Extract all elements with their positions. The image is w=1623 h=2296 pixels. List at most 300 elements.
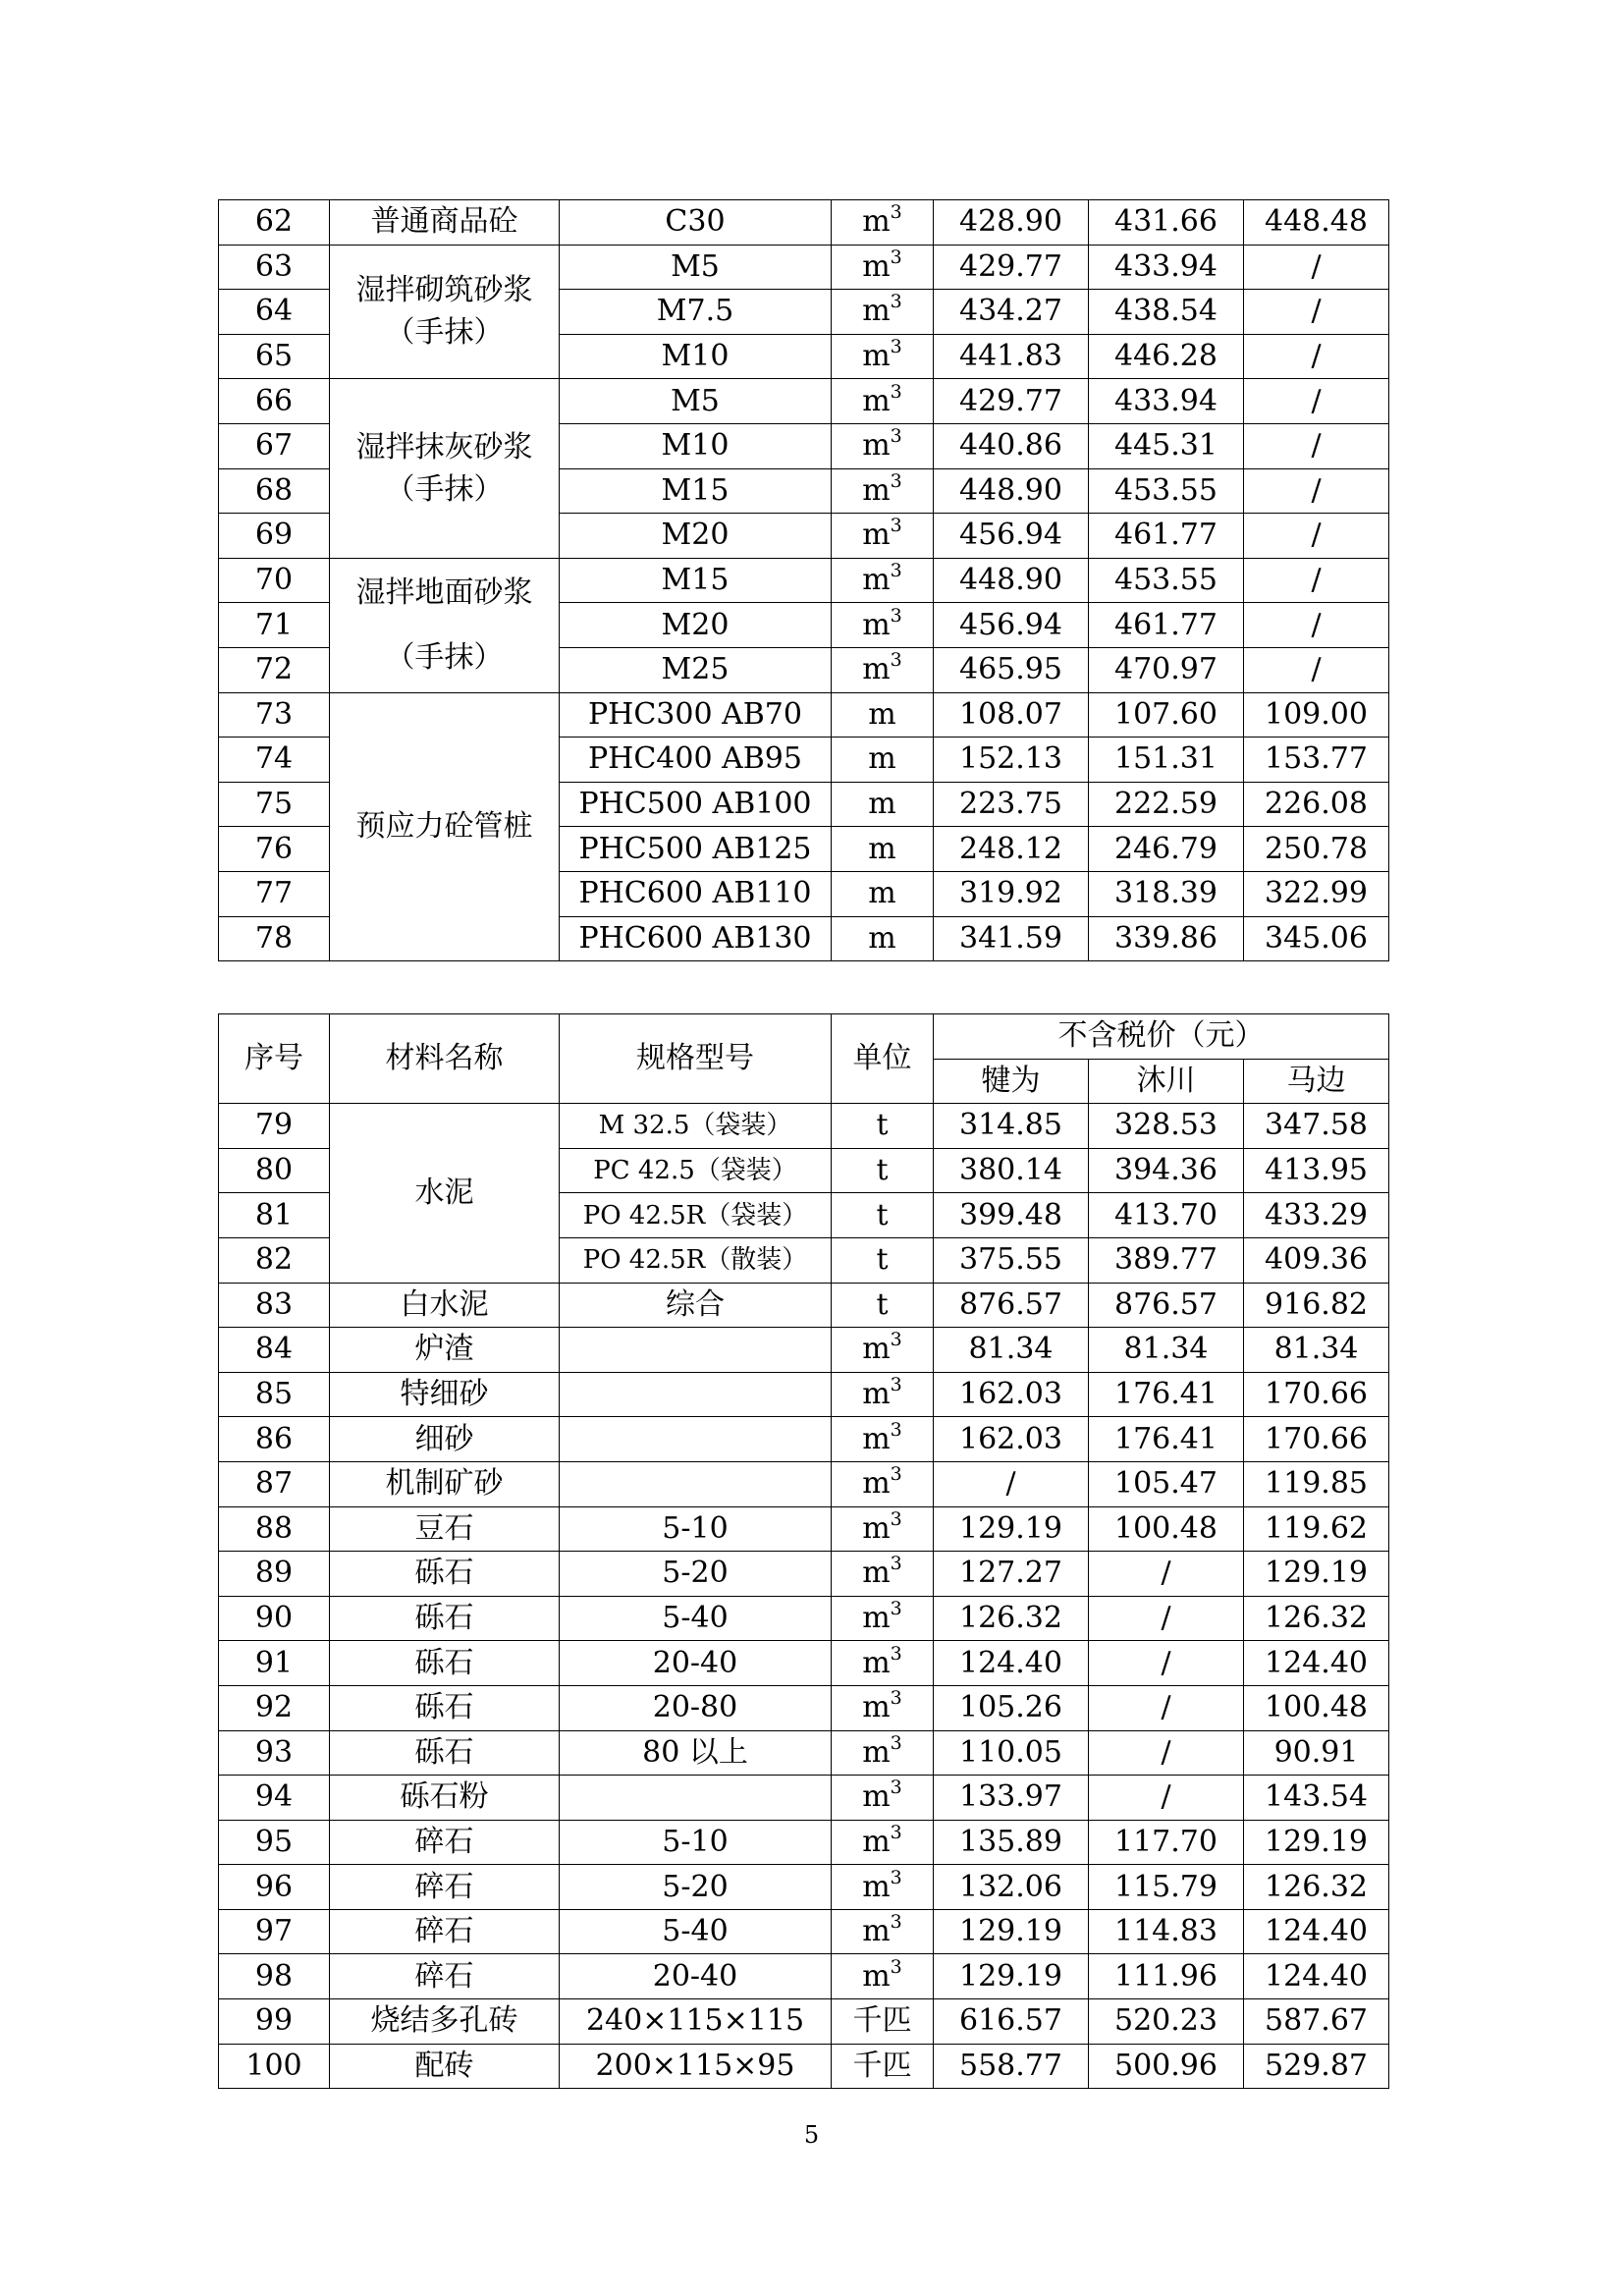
row-number: 67 [219, 423, 330, 468]
spec: M10 [560, 334, 832, 379]
unit [832, 1685, 934, 1730]
row-number: 97 [219, 1909, 330, 1954]
spec: 5-20 [560, 1552, 832, 1597]
unit [832, 1283, 934, 1328]
material-name-line: 水泥 [414, 1175, 474, 1211]
table-row [219, 1372, 1389, 1417]
price-location-3: / [1244, 379, 1389, 424]
header-spec: 规格型号 [560, 1014, 832, 1104]
row-number: 90 [219, 1596, 330, 1641]
price-location-2: 445.31 [1089, 423, 1244, 468]
price-location-1: 558.77 [934, 2044, 1089, 2089]
price-location-3: 433.29 [1244, 1193, 1389, 1238]
table-row [219, 245, 1389, 290]
price-location-1: 441.83 [934, 334, 1089, 379]
unit-base: m [868, 920, 896, 956]
unit-base: m [862, 1914, 891, 1949]
unit-base: m [862, 652, 891, 687]
table-row [219, 692, 1389, 738]
price-location-1: 81.34 [934, 1328, 1089, 1373]
unit [832, 1237, 934, 1283]
table-row [219, 1596, 1389, 1641]
price-location-3: 153.77 [1244, 738, 1389, 783]
spec: M15 [560, 468, 832, 514]
table-row [219, 2044, 1389, 2089]
row-number: 88 [219, 1506, 330, 1552]
unit-base: m [862, 1734, 891, 1770]
row-number: 80 [219, 1148, 330, 1193]
price-location-3: 587.67 [1244, 1999, 1389, 2045]
spec: PHC600 AB130 [560, 916, 832, 961]
price-location-1: 429.77 [934, 245, 1089, 290]
price-location-3: 916.82 [1244, 1283, 1389, 1328]
unit-base: m [862, 1332, 891, 1367]
price-location-2: 222.59 [1089, 782, 1244, 827]
unit [832, 1999, 934, 2045]
unit-exponent: 3 [890, 1731, 902, 1754]
table-row [219, 1954, 1389, 1999]
material-name: 烧结多孔砖 [330, 1999, 560, 2045]
row-number: 75 [219, 782, 330, 827]
unit-base: t [876, 1286, 889, 1322]
price-location-1: 440.86 [934, 423, 1089, 468]
price-location-3: 100.48 [1244, 1685, 1389, 1730]
row-number: 93 [219, 1730, 330, 1776]
row-number: 92 [219, 1685, 330, 1730]
table-row [219, 1104, 1389, 1149]
spec: 20-40 [560, 1954, 832, 1999]
spec: PHC300 AB70 [560, 692, 832, 738]
unit-base: t [876, 1153, 889, 1188]
price-location-2: 461.77 [1089, 514, 1244, 559]
unit-exponent: 3 [890, 336, 902, 358]
price-location-2: 433.94 [1089, 245, 1244, 290]
price-location-1: 162.03 [934, 1372, 1089, 1417]
unit-base: m [862, 1601, 891, 1636]
unit-exponent: 3 [890, 1418, 902, 1441]
table-row [219, 1730, 1389, 1776]
unit [832, 603, 934, 648]
material-name: 配砖 [330, 2044, 560, 2089]
row-number: 69 [219, 514, 330, 559]
price-location-3: 126.32 [1244, 1596, 1389, 1641]
price-location-2: 438.54 [1089, 290, 1244, 335]
price-table-part-2 [218, 1013, 1389, 2089]
unit-base: m [862, 294, 891, 329]
price-location-3: 129.19 [1244, 1820, 1389, 1865]
price-location-3: 345.06 [1244, 916, 1389, 961]
material-name: 砾石粉 [330, 1776, 560, 1821]
price-location-3: 226.08 [1244, 782, 1389, 827]
price-location-3: 124.40 [1244, 1954, 1389, 1999]
price-table-part-1 [218, 199, 1389, 961]
price-location-1: 876.57 [934, 1283, 1089, 1328]
price-location-3: / [1244, 647, 1389, 692]
table-row [219, 1283, 1389, 1328]
row-number: 100 [219, 2044, 330, 2089]
price-location-1: 375.55 [934, 1237, 1089, 1283]
unit-exponent: 3 [890, 1598, 902, 1620]
unit [832, 647, 934, 692]
price-location-3: 322.99 [1244, 871, 1389, 916]
material-name: 炉渣 [330, 1328, 560, 1373]
table-row [219, 1641, 1389, 1686]
material-name-group [330, 558, 560, 692]
spec: M5 [560, 379, 832, 424]
price-location-1: 465.95 [934, 647, 1089, 692]
unit [832, 871, 934, 916]
spec: 80 以上 [560, 1730, 832, 1776]
unit-exponent: 3 [890, 1955, 902, 1978]
unit-base: t [876, 1108, 889, 1143]
unit-exponent: 3 [890, 515, 902, 537]
unit-base: m [862, 518, 891, 553]
spec [560, 1461, 832, 1506]
row-number: 77 [219, 871, 330, 916]
price-location-3: 409.36 [1244, 1237, 1389, 1283]
unit-base: t [876, 1197, 889, 1232]
price-location-3: / [1244, 290, 1389, 335]
spec: 5-10 [560, 1506, 832, 1552]
price-location-2: 114.83 [1089, 1909, 1244, 1954]
spec: C30 [560, 200, 832, 246]
unit [832, 1641, 934, 1686]
unit-base: m [862, 1824, 891, 1859]
unit [832, 738, 934, 783]
unit-exponent: 3 [890, 1777, 902, 1799]
price-location-1: 248.12 [934, 827, 1089, 872]
row-number: 83 [219, 1283, 330, 1328]
unit [832, 1865, 934, 1910]
spec: PHC600 AB110 [560, 871, 832, 916]
header-price-group: 不含税价（元） [934, 1014, 1389, 1060]
price-location-3: 143.54 [1244, 1776, 1389, 1821]
header-material-name: 材料名称 [330, 1014, 560, 1104]
material-name-group [330, 379, 560, 558]
price-location-1: 124.40 [934, 1641, 1089, 1686]
spec: M25 [560, 647, 832, 692]
price-location-2: 176.41 [1089, 1372, 1244, 1417]
unit-exponent: 3 [890, 201, 902, 224]
unit-base: m [862, 1510, 891, 1546]
row-number: 70 [219, 558, 330, 603]
price-location-2: 107.60 [1089, 692, 1244, 738]
price-location-3: 529.87 [1244, 2044, 1389, 2089]
material-name: 细砂 [330, 1417, 560, 1462]
spec: M15 [560, 558, 832, 603]
material-name-line: 湿拌砌筑砂浆 [355, 272, 533, 307]
unit [832, 290, 934, 335]
price-location-1: 380.14 [934, 1148, 1089, 1193]
price-location-3: 109.00 [1244, 692, 1389, 738]
unit-exponent: 3 [890, 380, 902, 403]
price-location-1: 223.75 [934, 782, 1089, 827]
price-location-1: 152.13 [934, 738, 1089, 783]
price-location-1: 341.59 [934, 916, 1089, 961]
spec: 20-40 [560, 1641, 832, 1686]
price-location-2: 389.77 [1089, 1237, 1244, 1283]
unit [832, 558, 934, 603]
spec: 5-10 [560, 1820, 832, 1865]
price-location-2: 111.96 [1089, 1954, 1244, 1999]
price-location-1: 162.03 [934, 1417, 1089, 1462]
row-number: 73 [219, 692, 330, 738]
spec: PHC500 AB125 [560, 827, 832, 872]
unit [832, 1506, 934, 1552]
unit [832, 1417, 934, 1462]
price-location-1: 129.19 [934, 1954, 1089, 1999]
table-row [219, 1999, 1389, 2045]
unit [832, 1372, 934, 1417]
price-location-3: 448.48 [1244, 200, 1389, 246]
unit-base: m [862, 428, 891, 464]
unit [832, 1461, 934, 1506]
material-name: 特细砂 [330, 1372, 560, 1417]
unit-exponent: 3 [890, 246, 902, 268]
unit-base: m [862, 607, 891, 642]
price-location-3: / [1244, 245, 1389, 290]
price-location-2: 151.31 [1089, 738, 1244, 783]
unit-base: m [862, 1690, 891, 1725]
unit [832, 1104, 934, 1149]
unit-base: m [862, 472, 891, 508]
row-number: 72 [219, 647, 330, 692]
price-location-2: 339.86 [1089, 916, 1244, 961]
header-unit: 单位 [832, 1014, 934, 1104]
unit-exponent: 3 [890, 1553, 902, 1575]
row-number: 84 [219, 1328, 330, 1373]
price-location-1: 399.48 [934, 1193, 1089, 1238]
header-location-1: 犍为 [934, 1059, 1089, 1104]
spec: 5-40 [560, 1596, 832, 1641]
spec: M20 [560, 514, 832, 559]
price-location-1: / [934, 1461, 1089, 1506]
price-location-3: / [1244, 423, 1389, 468]
price-location-3: / [1244, 468, 1389, 514]
price-location-2: 81.34 [1089, 1328, 1244, 1373]
material-name: 碎石 [330, 1954, 560, 1999]
unit-exponent: 3 [890, 1329, 902, 1351]
price-location-2: / [1089, 1641, 1244, 1686]
price-location-2: 433.94 [1089, 379, 1244, 424]
row-number: 66 [219, 379, 330, 424]
price-location-2: 328.53 [1089, 1104, 1244, 1149]
table-row [219, 1685, 1389, 1730]
price-location-3: 124.40 [1244, 1909, 1389, 1954]
material-name-line: 预应力砼管桩 [355, 809, 533, 845]
unit [832, 1148, 934, 1193]
price-location-3: 347.58 [1244, 1104, 1389, 1149]
price-location-2: / [1089, 1685, 1244, 1730]
price-location-1: 434.27 [934, 290, 1089, 335]
price-location-2: / [1089, 1552, 1244, 1597]
row-number: 65 [219, 334, 330, 379]
unit-exponent: 3 [890, 425, 902, 448]
unit-base: m [868, 787, 896, 822]
price-location-1: 129.19 [934, 1506, 1089, 1552]
price-location-2: 431.66 [1089, 200, 1244, 246]
unit-exponent: 3 [890, 1687, 902, 1710]
price-location-1: 108.07 [934, 692, 1089, 738]
unit-exponent: 3 [890, 1463, 902, 1486]
unit-base: m [862, 248, 891, 284]
row-number: 86 [219, 1417, 330, 1462]
price-location-2: 453.55 [1089, 558, 1244, 603]
row-number: 74 [219, 738, 330, 783]
row-number: 63 [219, 245, 330, 290]
material-name: 机制矿砂 [330, 1461, 560, 1506]
spec: M 32.5（袋装） [560, 1104, 832, 1149]
material-name: 碎石 [330, 1865, 560, 1910]
price-location-2: 453.55 [1089, 468, 1244, 514]
row-number: 68 [219, 468, 330, 514]
row-number: 71 [219, 603, 330, 648]
material-name-group [330, 245, 560, 379]
material-name: 白水泥 [330, 1283, 560, 1328]
unit-base: m [862, 563, 891, 598]
price-location-1: 456.94 [934, 603, 1089, 648]
price-location-3: 126.32 [1244, 1865, 1389, 1910]
price-location-3: 170.66 [1244, 1417, 1389, 1462]
unit [832, 379, 934, 424]
price-location-2: / [1089, 1596, 1244, 1641]
unit [832, 692, 934, 738]
unit-base: m [868, 696, 896, 732]
price-location-3: 129.19 [1244, 1552, 1389, 1597]
row-number: 89 [219, 1552, 330, 1597]
material-name-group [330, 1104, 560, 1283]
unit-base: m [862, 339, 891, 374]
unit [832, 1596, 934, 1641]
spec: 20-80 [560, 1685, 832, 1730]
unit-base: m [862, 383, 891, 418]
table-row [219, 1506, 1389, 1552]
unit-exponent: 3 [890, 649, 902, 672]
price-location-2: 461.77 [1089, 603, 1244, 648]
unit [832, 1820, 934, 1865]
material-name-line: （手抹） [385, 639, 504, 675]
row-number: 62 [219, 200, 330, 246]
price-location-2: 394.36 [1089, 1148, 1244, 1193]
unit [832, 1954, 934, 1999]
material-name: 砾石 [330, 1730, 560, 1776]
price-location-1: 319.92 [934, 871, 1089, 916]
unit-base: m [862, 1466, 891, 1502]
unit-base: m [862, 1645, 891, 1680]
table-row [219, 200, 1389, 246]
row-number: 64 [219, 290, 330, 335]
price-location-1: 448.90 [934, 558, 1089, 603]
material-name: 砾石 [330, 1641, 560, 1686]
price-location-3: 413.95 [1244, 1148, 1389, 1193]
unit [832, 782, 934, 827]
price-location-1: 428.90 [934, 200, 1089, 246]
spec: 综合 [560, 1283, 832, 1328]
header-location-2: 沐川 [1089, 1059, 1244, 1104]
unit-base: m [862, 1779, 891, 1815]
row-number: 85 [219, 1372, 330, 1417]
unit [832, 514, 934, 559]
price-location-1: 133.97 [934, 1776, 1089, 1821]
unit-exponent: 3 [890, 560, 902, 582]
unit-exponent: 3 [890, 1374, 902, 1396]
material-name: 豆石 [330, 1506, 560, 1552]
unit-base: m [862, 1958, 891, 1994]
price-location-1: 132.06 [934, 1865, 1089, 1910]
unit-base: m [868, 876, 896, 911]
table-row [219, 1909, 1389, 1954]
material-name: 砾石 [330, 1685, 560, 1730]
price-location-1: 448.90 [934, 468, 1089, 514]
unit [832, 827, 934, 872]
price-location-2: 105.47 [1089, 1461, 1244, 1506]
price-location-3: / [1244, 514, 1389, 559]
row-number: 98 [219, 1954, 330, 1999]
spec: 5-20 [560, 1865, 832, 1910]
spec: M7.5 [560, 290, 832, 335]
row-number: 87 [219, 1461, 330, 1506]
price-location-3: 119.85 [1244, 1461, 1389, 1506]
price-location-1: 314.85 [934, 1104, 1089, 1149]
price-location-3: 81.34 [1244, 1328, 1389, 1373]
table-row [219, 558, 1389, 603]
price-location-2: 876.57 [1089, 1283, 1244, 1328]
spec: PC 42.5（袋装） [560, 1148, 832, 1193]
row-number: 96 [219, 1865, 330, 1910]
spec: M5 [560, 245, 832, 290]
price-location-2: 500.96 [1089, 2044, 1244, 2089]
unit-base: m [862, 1421, 891, 1456]
price-location-1: 616.57 [934, 1999, 1089, 2045]
price-location-1: 110.05 [934, 1730, 1089, 1776]
table-row [219, 379, 1389, 424]
unit-base: m [868, 831, 896, 866]
unit-exponent: 3 [890, 469, 902, 492]
unit [832, 1909, 934, 1954]
unit-exponent: 3 [890, 604, 902, 627]
unit-exponent: 3 [890, 1507, 902, 1530]
unit-exponent: 3 [890, 1821, 902, 1843]
material-name-line: （手抹） [385, 472, 504, 508]
spec: 240×115×115 [560, 1999, 832, 2045]
row-number: 76 [219, 827, 330, 872]
price-location-3: 119.62 [1244, 1506, 1389, 1552]
unit [832, 1552, 934, 1597]
price-location-3: 90.91 [1244, 1730, 1389, 1776]
unit-exponent: 3 [890, 291, 902, 313]
price-location-2: 318.39 [1089, 871, 1244, 916]
row-number: 82 [219, 1237, 330, 1283]
spec: PHC500 AB100 [560, 782, 832, 827]
unit [832, 1328, 934, 1373]
unit [832, 1193, 934, 1238]
price-location-2: 100.48 [1089, 1506, 1244, 1552]
price-location-2: 117.70 [1089, 1820, 1244, 1865]
unit-exponent: 3 [890, 1866, 902, 1888]
header-no: 序号 [219, 1014, 330, 1104]
unit-exponent: 3 [890, 1911, 902, 1934]
price-location-3: 250.78 [1244, 827, 1389, 872]
row-number: 79 [219, 1104, 330, 1149]
spec: 200×115×95 [560, 2044, 832, 2089]
material-name: 砾石 [330, 1552, 560, 1597]
spec: 5-40 [560, 1909, 832, 1954]
spec [560, 1776, 832, 1821]
table-row [219, 1417, 1389, 1462]
spec: PHC400 AB95 [560, 738, 832, 783]
unit-base: m [868, 741, 896, 777]
unit-base: m [862, 204, 891, 240]
